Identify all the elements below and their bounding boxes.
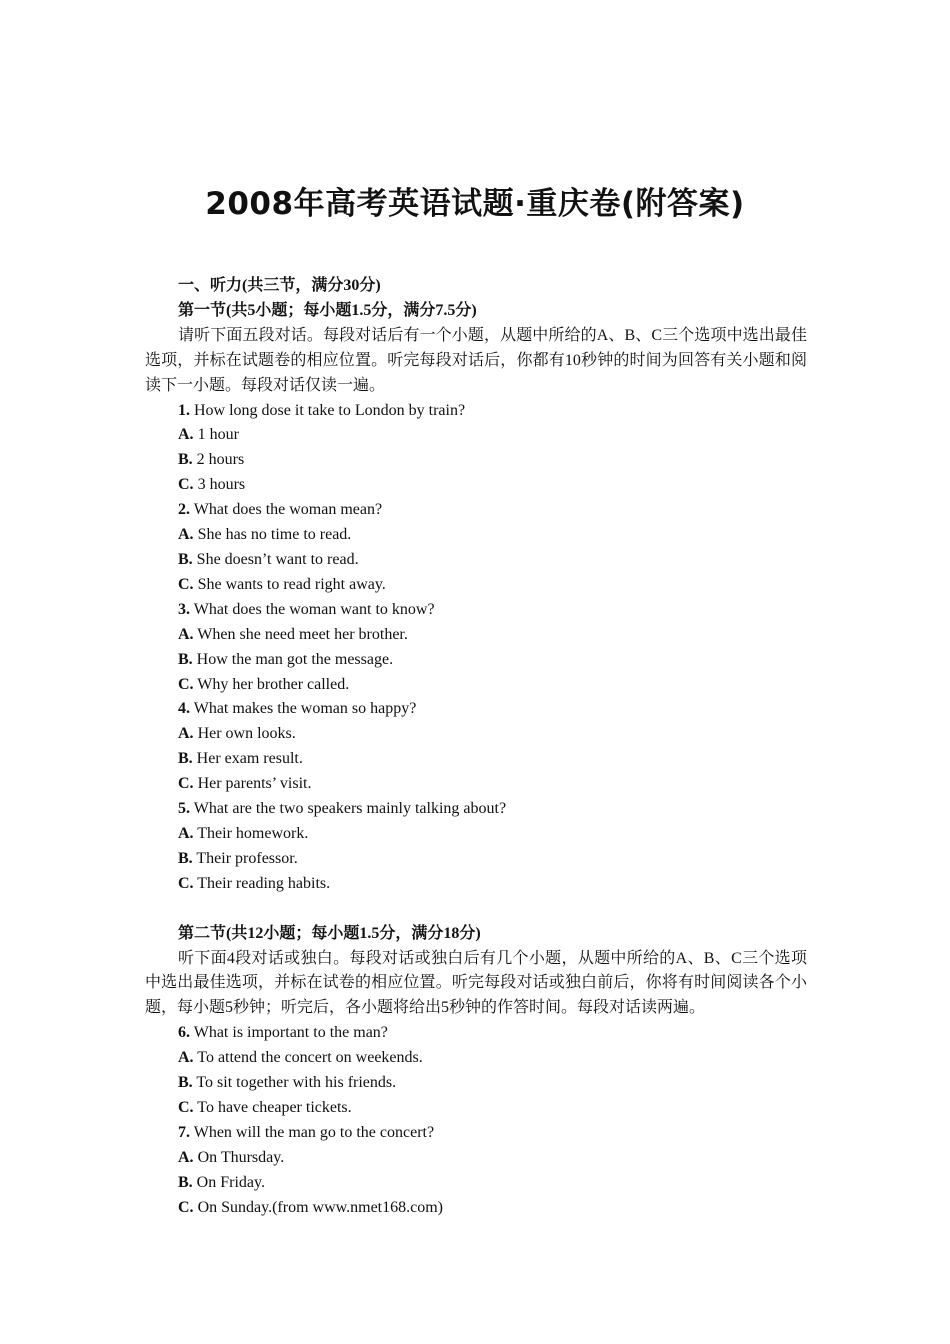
question <box>145 697 807 722</box>
question-text: What does the woman mean? <box>193 501 383 519</box>
question-label: 1. <box>178 401 190 419</box>
answer-option-label: B. <box>178 849 193 867</box>
answer-option <box>145 1171 807 1196</box>
question <box>145 1021 807 1046</box>
page-title: 2008年高考英语试题·重庆卷(附答案) <box>205 186 745 222</box>
answer-option-label: C. <box>178 476 194 494</box>
answer-option-text: How the man got the message. <box>196 650 394 668</box>
answer-option-text: 3 hours <box>197 476 246 494</box>
answer-option-label: A. <box>178 1049 194 1067</box>
answer-option <box>145 1146 807 1171</box>
question-label: 2. <box>178 501 190 519</box>
answer-option-label: C. <box>178 775 194 793</box>
question-label: 6. <box>178 1024 190 1042</box>
answer-option-label: C. <box>178 874 194 892</box>
answer-option <box>145 1071 807 1096</box>
question-text: What is important to the man? <box>193 1024 388 1042</box>
answer-option-text: On Thursday. <box>197 1148 285 1166</box>
answer-option-label: C. <box>178 675 194 693</box>
answer-option-label: B. <box>178 550 193 568</box>
answer-option <box>145 722 807 747</box>
answer-option-label: A. <box>178 1148 194 1166</box>
answer-option-text: 2 hours <box>196 451 245 469</box>
answer-option-text: Her parents’ visit. <box>197 775 312 793</box>
answer-option <box>145 448 807 473</box>
answer-option-label: B. <box>178 451 193 469</box>
answer-option-label: C. <box>178 575 194 593</box>
answer-option-text: Their homework. <box>197 824 309 842</box>
answer-option <box>145 548 807 573</box>
answer-option <box>145 673 807 698</box>
answer-option <box>145 423 807 448</box>
answer-option <box>145 1196 807 1221</box>
answer-option <box>145 573 807 598</box>
answer-option-text: To sit together with his friends. <box>196 1074 397 1092</box>
answer-option-text: To have cheaper tickets. <box>197 1099 352 1116</box>
question-label: 5. <box>178 800 190 818</box>
answer-option <box>145 872 807 897</box>
answer-option-text: Her own looks. <box>197 725 296 743</box>
part1-heading: 一、听力(共三节，满分30分) <box>178 277 381 294</box>
answer-option-text: To attend the concert on weekends. <box>197 1049 423 1067</box>
answer-option-label: B. <box>178 750 193 768</box>
answer-option-label: C. <box>178 1198 194 1216</box>
answer-option <box>145 623 807 648</box>
answer-option <box>145 747 807 772</box>
answer-option-text: When she need meet her brother. <box>197 625 408 643</box>
answer-option-label: B. <box>178 1074 193 1092</box>
question <box>145 797 807 822</box>
section1-heading: 第一节(共5小题；每小题1.5分，满分7.5分) <box>178 301 477 319</box>
question-label: 4. <box>178 700 190 718</box>
answer-option <box>145 772 807 797</box>
answer-option-text: Their professor. <box>196 849 298 867</box>
question <box>145 399 807 424</box>
answer-option <box>145 1046 807 1071</box>
answer-option-label: A. <box>178 824 194 842</box>
question-label: 7. <box>178 1123 190 1141</box>
answer-option <box>145 822 807 847</box>
question <box>145 1121 807 1146</box>
answer-option-text: On Friday. <box>196 1173 265 1191</box>
answer-option-text: She has no time to read. <box>197 526 352 544</box>
question-text: When will the man go to the concert? <box>193 1123 435 1141</box>
answer-option <box>145 847 807 872</box>
question-text: What makes the woman so happy? <box>193 700 417 718</box>
section1-instructions: 请听下面五段对话。每段对话后有一个小题，从题中所给的A、B、C三个选项中选出最佳选项，并标在试题卷的相应位置。听完每段对话后，你都有10秒钟的时间为回答有关小题和阅读下一小题。每段对话仅读一遍。 <box>145 326 807 394</box>
answer-option-label: A. <box>178 625 194 643</box>
answer-option-label: A. <box>178 725 194 743</box>
answer-option-label: B. <box>178 650 193 668</box>
answer-option <box>145 523 807 548</box>
answer-option-label: C. <box>178 1099 194 1116</box>
question-text: What does the woman want to know? <box>193 600 435 618</box>
answer-option-text: Why her brother called. <box>197 675 350 693</box>
answer-option-text: Her exam result. <box>196 750 303 768</box>
answer-option <box>145 648 807 673</box>
question-label: 3. <box>178 600 190 618</box>
answer-option-text: She wants to read right away. <box>197 575 386 593</box>
question-text: What are the two speakers mainly talking about? <box>193 800 507 818</box>
section1-questions <box>145 399 807 897</box>
document-body <box>145 274 807 1221</box>
answer-option-text: On Sunday.(from www.nmet168.com) <box>197 1198 443 1216</box>
answer-option-label: A. <box>178 526 194 544</box>
question <box>145 598 807 623</box>
answer-option <box>145 473 807 498</box>
question <box>145 498 807 523</box>
answer-option-text: She doesn’t want to read. <box>196 550 359 568</box>
answer-option-text: Their reading habits. <box>197 874 331 892</box>
answer-option <box>145 1096 807 1121</box>
section2-heading: 第二节(共12小题；每小题1.5分，满分18分) <box>178 924 481 942</box>
answer-option-label: A. <box>178 426 194 444</box>
answer-option-text: 1 hour <box>197 426 239 444</box>
section-gap <box>145 897 807 922</box>
question-text: How long dose it take to London by train? <box>194 401 466 419</box>
answer-option-label: B. <box>178 1173 193 1191</box>
section2-instructions: 听下面4段对话或独白。每段对话或独白后有几个小题，从题中所给的A、B、C三个选项中选出最佳选项，并标在试卷的相应位置。听完每段对话或独白前后，你将有时间阅读各个小题，每小题5秒钟；听完后，各小题将给出5秒钟的作答时间。每段对话读两遍。 <box>145 949 807 1017</box>
section2-questions <box>145 1021 807 1220</box>
